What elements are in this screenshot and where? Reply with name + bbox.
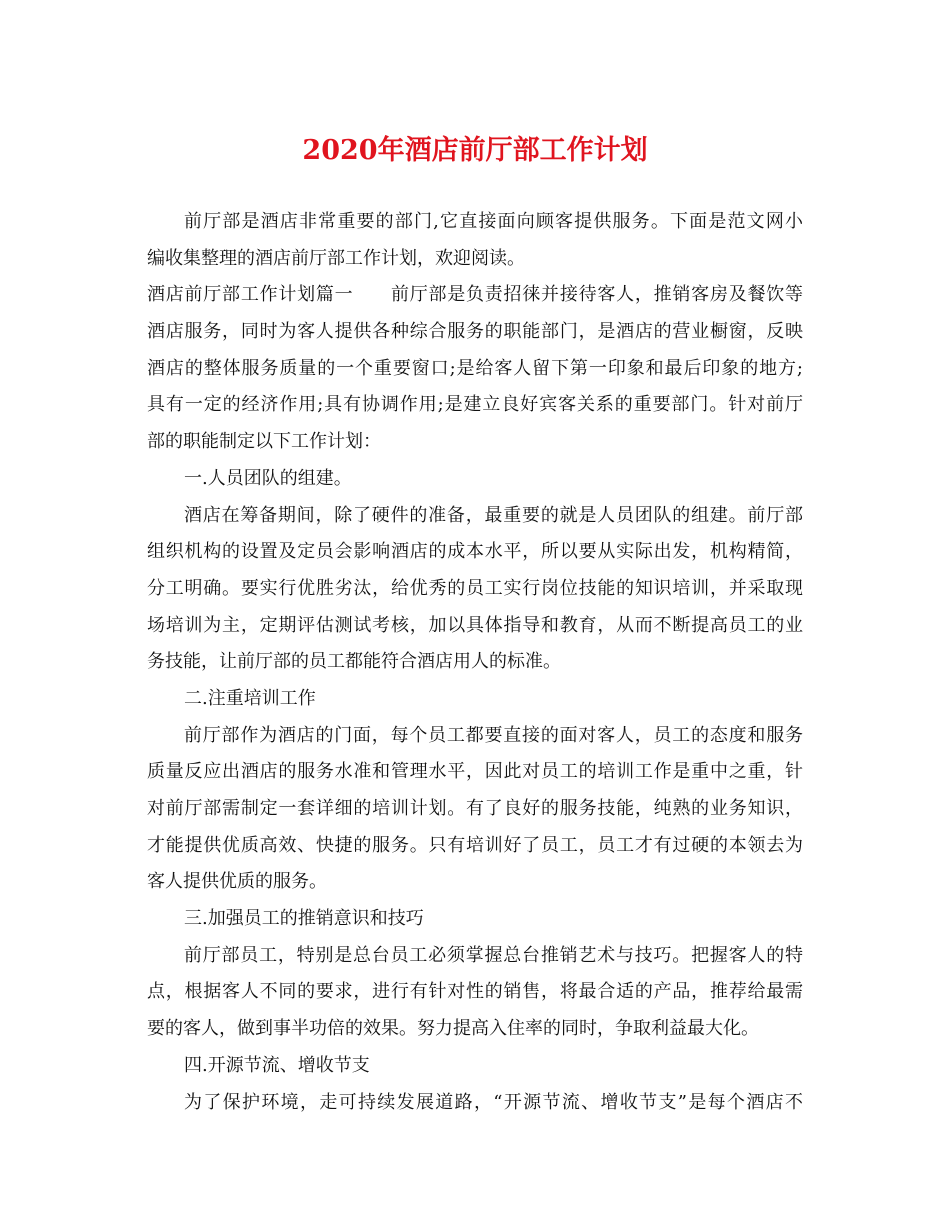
body-line: 为了保护环境，走可持续发展道路，“开源节流、增收节支”是每个酒店不: [184, 1091, 803, 1113]
body-line: 要的客人，做到事半功倍的效果。努力提高入住率的同时，争取利益最大化。: [147, 1018, 759, 1040]
body-line: 二.注重培训工作: [184, 687, 316, 709]
body-line: 前厅部是酒店非常重要的部门,它直接面向顾客提供服务。下面是范文网小: [184, 211, 803, 232]
body-line: 组织机构的设置及定员会影响酒店的成本水平，所以要从实际出发，机构精简，: [147, 541, 803, 563]
body-line: 编收集整理的酒店前厅部工作计划，欢迎阅读。: [147, 247, 525, 269]
body-line: 才能提供优质高效、快捷的服务。只有培训好了员工，员工才有过硬的本领去为: [147, 834, 803, 856]
body-line: 酒店的整体服务质量的一个重要窗口;是给客人留下第一印象和最后印象的地方;: [147, 357, 803, 379]
document-body: [147, 204, 803, 1121]
document-title: 2020年酒店前厅部工作计划: [302, 135, 648, 166]
body-line: 酒店服务，同时为客人提供各种综合服务的职能部门，是酒店的营业橱窗，反映: [147, 321, 803, 343]
body-line: 具有一定的经济作用;具有协调作用;是建立良好宾客关系的重要部门。针对前厅: [147, 394, 803, 416]
body-line: 务技能，让前厅部的员工都能符合酒店用人的标准。: [147, 651, 561, 673]
body-line: 场培训为主，定期评估测试考核，加以具体指导和教育，从而不断提高员工的业: [147, 614, 803, 636]
body-line: 质量反应出酒店的服务水准和管理水平，因此对员工的培训工作是重中之重，针: [147, 761, 803, 783]
body-line: 酒店前厅部工作计划篇一 前厅部是负责招徕并接待客人，推销客房及餐饮等: [147, 284, 803, 306]
body-line: 点，根据客人不同的要求，进行有针对性的销售，将最合适的产品，推荐给最需: [147, 981, 803, 1003]
body-line: 分工明确。要实行优胜劣汰，给优秀的员工实行岗位技能的知识培训，并采取现: [147, 577, 803, 599]
body-line: 三.加强员工的推销意识和技巧: [184, 908, 424, 930]
body-line: 部的职能制定以下工作计划：: [147, 431, 381, 453]
body-line: 一.人员团队的组建。: [184, 467, 352, 489]
body-line: 四.开源节流、增收节支: [184, 1054, 370, 1076]
body-line: 前厅部员工，特别是总台员工必须掌握总台推销艺术与技巧。把握客人的特: [184, 944, 803, 966]
body-line: 酒店在筹备期间，除了硬件的准备，最重要的就是人员团队的组建。前厅部: [184, 504, 803, 526]
body-line: 对前厅部需制定一套详细的培训计划。有了良好的服务技能，纯熟的业务知识，: [147, 798, 803, 819]
body-line: 前厅部作为酒店的门面，每个员工都要直接的面对客人，员工的态度和服务: [184, 724, 803, 746]
body-line: 客人提供优质的服务。: [147, 871, 327, 893]
